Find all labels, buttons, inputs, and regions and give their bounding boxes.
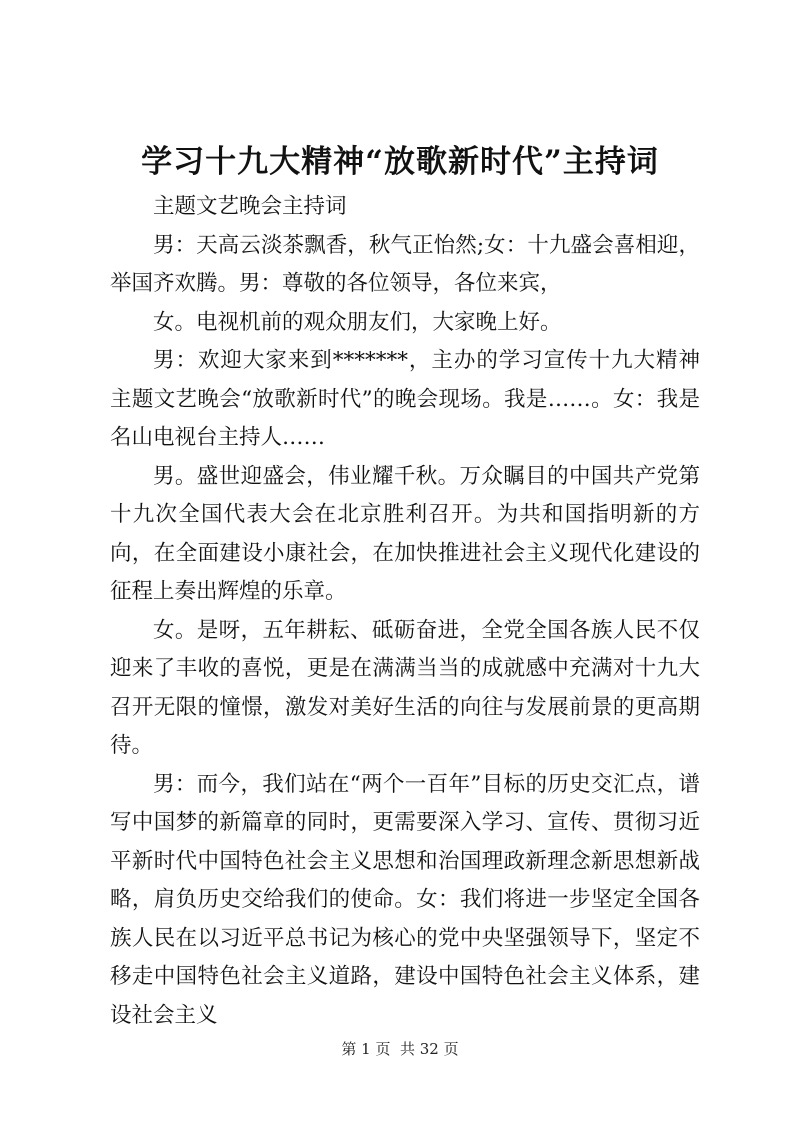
document-title: 学习十九大精神“放歌新时代”主持词 (141, 144, 659, 180)
page-footer (0, 1038, 800, 1060)
paragraph: 男：而今，我们站在“两个一百年”目标的历史交汇点，谱写中国梦的新篇章的同时，更需要深入学习、宣传、贯彻习近平新时代中国特色社会主义思想和治国理政新理念新思想新战略，肩负历史交给我们的使命。女：我们将进一步坚定全国各族人民在以习近平总书记为核心的党中央坚强领导下，坚定不移走中国特色社会主义道路，建设中国特色社会主义体系，建设社会主义 (110, 771, 700, 1028)
paragraph: 男。盛世迎盛会，伟业耀千秋。万众瞩目的中国共产党第十九次全国代表大会在北京胜利召开。为共和国指明新的方向，在全面建设小康社会，在加快推进社会主义现代化建设的征程上奏出辉煌的乐章。 (110, 463, 700, 604)
paragraph: 男：天高云淡茶飘香，秋气正怡然;女：十九盛会喜相迎，举国齐欢腾。男：尊敬的各位领导，各位来宾， (110, 232, 700, 296)
page-number-label: 第 1 页 共 32 页 (341, 1040, 459, 1058)
document-body (110, 188, 700, 1035)
paragraph: 男：欢迎大家来到*******，主办的学习宣传十九大精神主题文艺晚会“放歌新时代”的晚会现场。我是……。女：我是名山电视台主持人…… (110, 348, 700, 450)
paragraph: 女。电视机前的观众朋友们，大家晚上好。 (153, 309, 562, 335)
paragraph: 女。是呀，五年耕耘、砥砺奋进，全党全国各族人民不仅迎来了丰收的喜悦，更是在满满当当的成就感中充满对十九大召开无限的憧憬，激发对美好生活的向往与发展前景的更高期待。 (110, 617, 700, 758)
paragraph-subtitle: 主题文艺晚会主持词 (153, 194, 347, 219)
